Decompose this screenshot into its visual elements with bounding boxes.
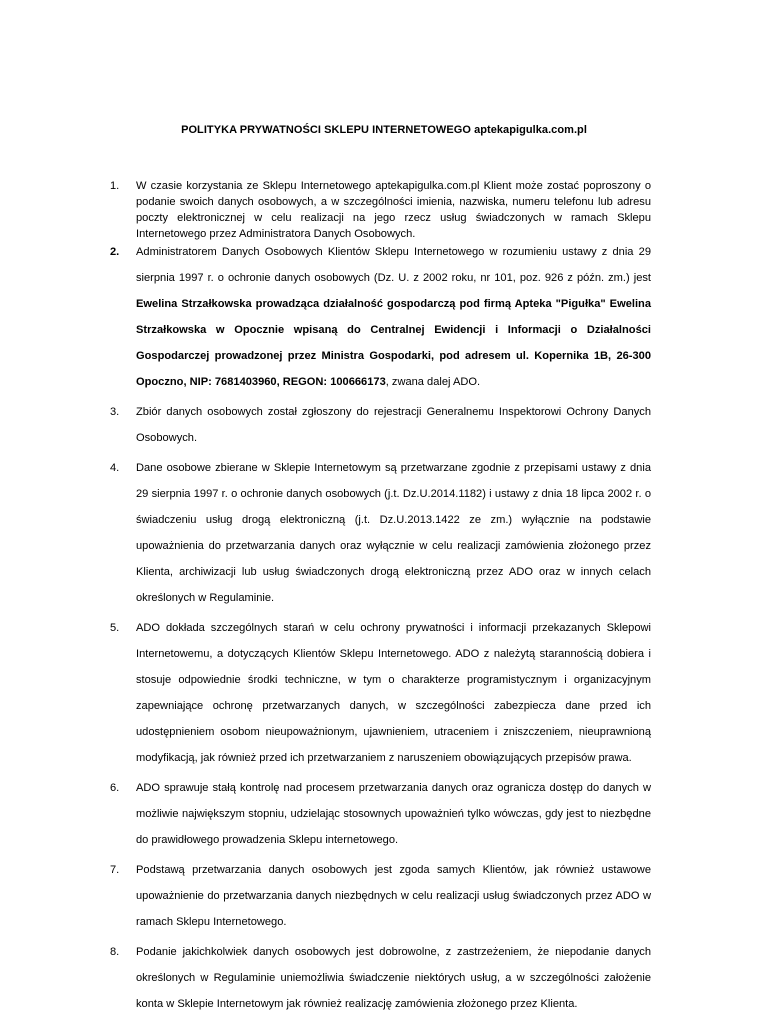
item-number: 5.: [110, 622, 120, 634]
item-text: Podstawą przetwarzania danych osobowych jest zgoda samych Klientów, jak również ustawowe upoważnienie do przetwarzania danych niezbędnych w celu realizacji usług świadczonych przez ADO w ramach Sklepu Internetowego.: [136, 864, 651, 928]
list-item: [110, 178, 651, 242]
list-item: [110, 615, 651, 771]
item-number: 7.: [110, 864, 120, 876]
list-item: [110, 455, 651, 611]
item-text: ADO dokłada szczególnych starań w celu ochrony prywatności i informacji przekazanych Sklepowi Internetowemu, a dotyczących Klientów Sklepu Internetowego. ADO z należytą starannością dobiera i stosuje odpowiednie środki techniczne, w tym o charakterze programistycznym i organizacyjnym zapewniające ochronę przetwarzanych danych, w szczególności zabezpiecza dane przed ich udostępnieniem osobom nieupoważnionym, ujawnieniem, utraceniem i zniszczeniem, nieuprawnioną modyfikacją, jak również przed ich przetwarzaniem z naruszeniem obowiązujących przepisów prawa.: [136, 622, 651, 764]
list-item: [110, 399, 651, 451]
item-number: 4.: [110, 462, 120, 474]
item-number: 8.: [110, 946, 120, 958]
item-number: 1.: [110, 180, 120, 192]
item-text-suffix: , zwana dalej ADO.: [385, 376, 481, 388]
item-text: W czasie korzystania ze Sklepu Internetowego aptekapigulka.com.pl Klient może zostać poproszony o podanie swoich danych osobowych, a w szczególności imienia, nazwiska, numeru telefonu lub adresu poczty elektronicznej w celu realizacji na jego rzecz usług świadczonych w ramach Sklepu Internetowego przez Administratora Danych Osobowych.: [136, 180, 651, 240]
list-item: [110, 857, 651, 935]
item-number: 6.: [110, 782, 120, 794]
item-number: 2.: [110, 246, 120, 258]
list-item: [110, 239, 651, 395]
item-text: Dane osobowe zbierane w Sklepie Internetowym są przetwarzane zgodnie z przepisami ustawy z dnia 29 sierpnia 1997 r. o ochronie danych osobowych (j.t. Dz.U.2014.1182) i ustawy z dnia 18 lipca 2002 r. o świadczeniu usług drogą elektroniczną (j.t. Dz.U.2013.1422 ze zm.) wyłącznie na podstawie upoważnienia do przetwarzania danych oraz wyłącznie w celu realizacji zamówienia złożonego przez Klienta, archiwizacji lub usług świadczonych drogą elektroniczną przez ADO oraz w innych celach określonych w Regulaminie.: [136, 462, 651, 604]
list-item: [110, 775, 651, 853]
list-item: [110, 939, 651, 1017]
item-text: ADO sprawuje stałą kontrolę nad procesem przetwarzania danych oraz ogranicza dostęp do danych w możliwie największym stopniu, udzielając stosownych upoważnień tylko wówczas, gdy jest to niezbędne do prawidłowego prowadzenia Sklepu internetowego.: [136, 782, 651, 846]
item-text: Zbiór danych osobowych został zgłoszony do rejestracji Generalnemu Inspektorowi Ochrony Danych Osobowych.: [136, 406, 651, 444]
document-title: POLITYKA PRYWATNOŚCI SKLEPU INTERNETOWEGO aptekapigulka.com.pl: [181, 124, 587, 136]
policy-list: [110, 178, 651, 1017]
item-text: Podanie jakichkolwiek danych osobowych jest dobrowolne, z zastrzeżeniem, że niepodanie danych określonych w Regulaminie uniemożliwia świadczenie niektórych usług, a w szczególności założenie konta w Sklepie Internetowym jak również realizację zamówienia złożonego przez Klienta.: [136, 946, 651, 1010]
company-details: Ewelina Strzałkowska prowadząca działalność gospodarczą pod firmą Apteka "Pigułka" Ewelina Strzałkowska w Opocznie wpisaną do Centralnej Ewidencji i Informacji o Działalności Gospodarczej prowadzonej przez Ministra Gospodarki, pod adresem ul. Kopernika 1B, 26-300 Opoczno, NIP: 7681403960, REGON: 100666173: [136, 298, 651, 388]
item-number: 3.: [110, 406, 120, 418]
item-text: Administratorem Danych Osobowych Klientów Sklepu Internetowego w rozumieniu ustawy z dnia 29 sierpnia 1997 r. o ochronie danych osobowych (Dz. U. z 2002 roku, nr 101, poz. 926 z późn. zm.) jest: [136, 246, 651, 284]
